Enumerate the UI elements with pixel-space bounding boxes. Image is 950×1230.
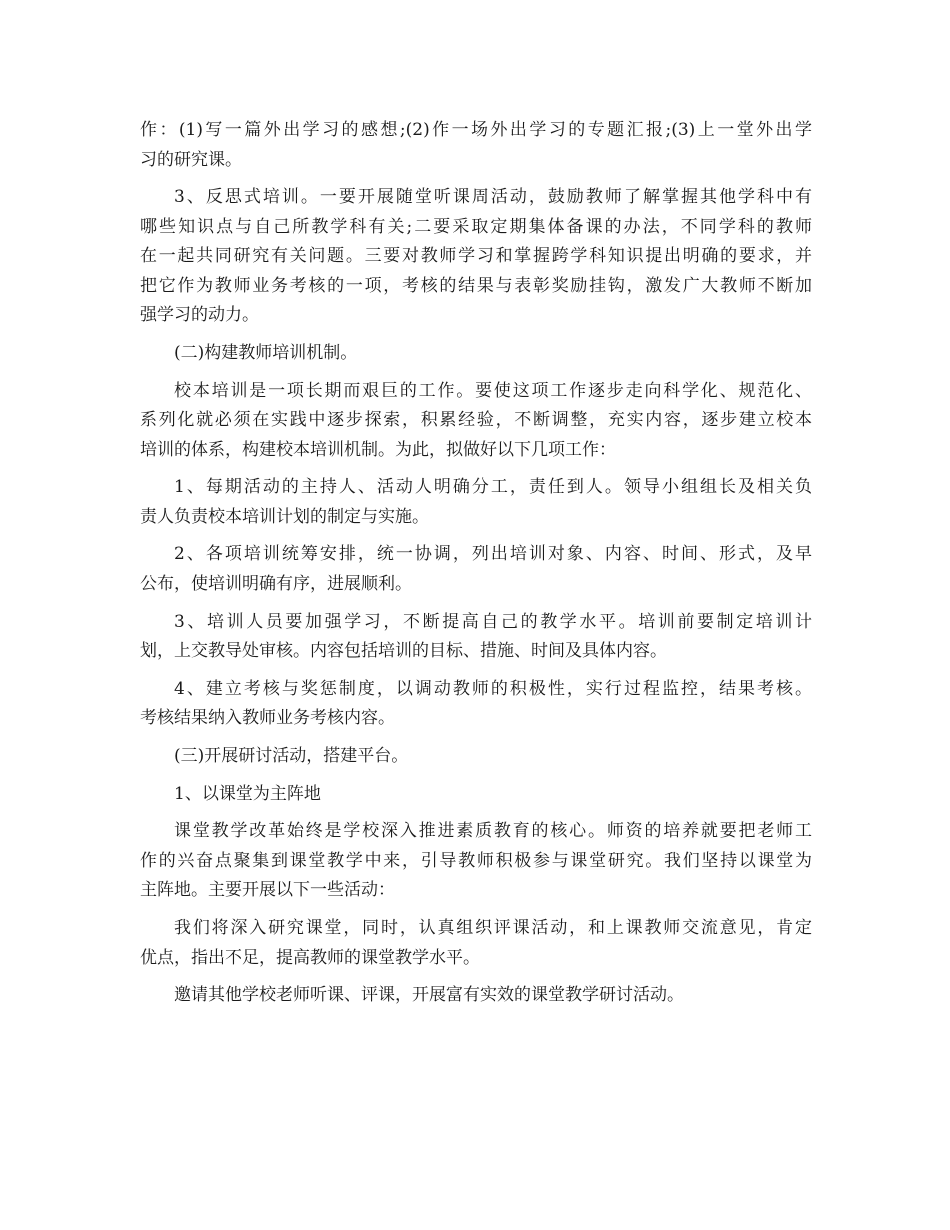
text-line: 责人负责校本培训计划的制定与实施。 bbox=[140, 506, 429, 527]
paragraph bbox=[140, 780, 812, 810]
text-line: 我们将深入研究课堂，同时，认真组织评课活动，和上课教师交流意见，肯定 bbox=[174, 918, 812, 939]
text-line: 习的研究课。 bbox=[140, 149, 242, 170]
paragraph bbox=[140, 183, 812, 331]
paragraph bbox=[140, 742, 812, 772]
text-line: 2、各项培训统筹安排，统一协调，列出培训对象、内容、时间、形式，及早 bbox=[174, 544, 812, 565]
text-line: 1、每期活动的主持人、活动人明确分工，责任到人。领导小组组长及相关负 bbox=[174, 477, 812, 498]
text-line: 公布，使培训明确有序，进展顺利。 bbox=[140, 573, 412, 594]
paragraph bbox=[140, 817, 812, 906]
text-line: (二)构建教师培训机制。 bbox=[174, 342, 358, 363]
text-line: 在一起共同研究有关问题。三要对教师学习和掌握跨学科知识提出明确的要求，并 bbox=[140, 246, 812, 267]
text-line: 考核结果纳入教师业务考核内容。 bbox=[140, 708, 395, 729]
text-line: 3、培训人员要加强学习，不断提高自己的教学水平。培训前要制定培训计 bbox=[174, 611, 812, 632]
text-line: 哪些知识点与自己所教学科有关;二要采取定期集体备课的办法，不同学科的教师 bbox=[140, 216, 812, 237]
text-line: 系列化就必须在实践中逐步探索，积累经验，不断调整，充实内容，逐步建立校本 bbox=[140, 410, 812, 431]
paragraph bbox=[140, 339, 812, 369]
paragraph bbox=[140, 540, 812, 599]
paragraph bbox=[140, 116, 812, 175]
paragraph bbox=[140, 981, 812, 1011]
text-line: 作：(1)写一篇外出学习的感想;(2)作一场外出学习的专题汇报;(3)上一堂外出学 bbox=[140, 120, 812, 140]
document-body bbox=[140, 116, 812, 1019]
text-line: 主阵地。主要开展以下一些活动： bbox=[140, 880, 395, 901]
paragraph bbox=[140, 377, 812, 466]
text-line: 划，上交教导处审核。内容包括培训的目标、措施、时间及具体内容。 bbox=[140, 641, 667, 662]
text-line: 作的兴奋点聚集到课堂教学中来，引导教师积极参与课堂研究。我们坚持以课堂为 bbox=[140, 850, 812, 871]
text-line: 优点，指出不足，提高教师的课堂教学水平。 bbox=[140, 947, 480, 968]
text-line: 校本培训是一项长期而艰巨的工作。要使这项工作逐步走向科学化、规范化、 bbox=[174, 380, 812, 401]
paragraph bbox=[140, 675, 812, 734]
text-line: (三)开展研讨活动，搭建平台。 bbox=[174, 746, 409, 766]
text-line: 培训的体系，构建校本培训机制。为此，拟做好以下几项工作： bbox=[140, 439, 616, 460]
paragraph bbox=[140, 473, 812, 532]
paragraph bbox=[140, 914, 812, 973]
text-line: 强学习的动力。 bbox=[140, 305, 259, 326]
text-line: 邀请其他学校老师听课、评课，开展富有实效的课堂教学研讨活动。 bbox=[174, 985, 684, 1006]
text-line: 课堂教学改革始终是学校深入推进素质教育的核心。师资的培养就要把老师工 bbox=[174, 821, 812, 842]
text-line: 4、建立考核与奖惩制度，以调动教师的积极性，实行过程监控，结果考核。 bbox=[174, 678, 812, 699]
text-line: 把它作为教师业务考核的一项，考核的结果与表彰奖励挂钩，激发广大教师不断加 bbox=[140, 275, 812, 296]
text-line: 1、以课堂为主阵地 bbox=[174, 783, 321, 804]
paragraph bbox=[140, 608, 812, 667]
text-line: 3、反思式培训。一要开展随堂听课周活动，鼓励教师了解掌握其他学科中有 bbox=[174, 187, 812, 208]
